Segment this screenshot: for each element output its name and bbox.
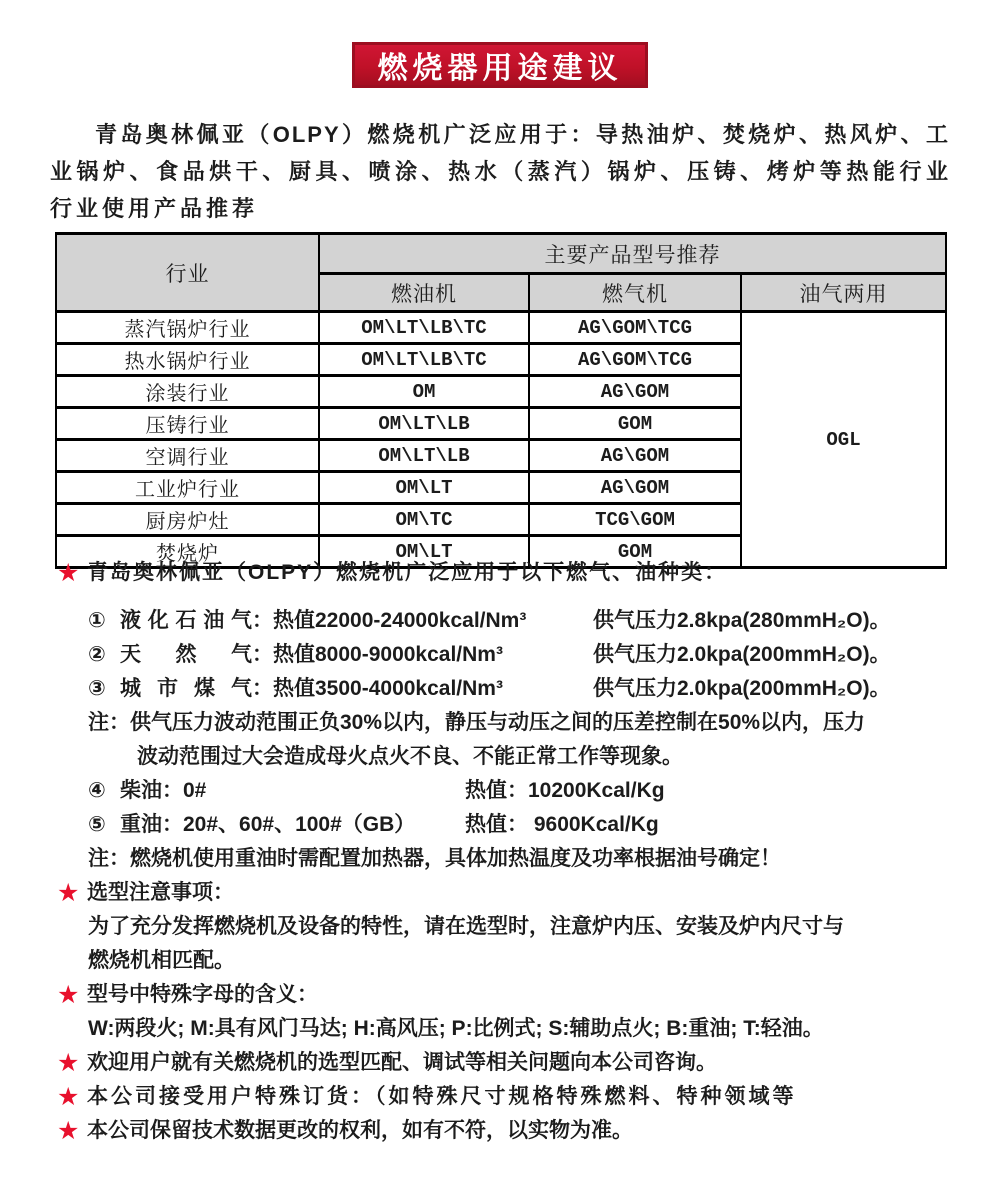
- industry-cell: 热水锅炉行业: [56, 344, 319, 376]
- oil-item-heat-label: 热值：: [465, 813, 528, 836]
- oil-item: [55, 774, 975, 808]
- fuel-item-pressure: 供气压力2.0kpa(200mmH₂O)。: [593, 643, 891, 666]
- oil-item-heat-label: 热值：: [465, 779, 528, 802]
- products-table-wrap: [55, 232, 945, 569]
- fuel-section-header-line: [55, 556, 975, 590]
- intro-line: 行业使用产品推荐: [50, 196, 259, 221]
- selection-header: 选型注意事项：: [87, 881, 234, 904]
- fuel-item-pressure: 供气压力2.0kpa(200mmH₂O)。: [593, 677, 891, 700]
- intro-paragraph: [50, 116, 950, 227]
- products-table: [55, 232, 947, 569]
- dual-models-cell: OGL: [741, 312, 946, 568]
- custom-order-text: 本公司接受用户特殊订货：（如特殊尺寸规格特殊燃料、特种领域等: [87, 1085, 797, 1108]
- oil-models-cell: OM\LT: [319, 472, 529, 504]
- star-icon: ★: [57, 981, 80, 1009]
- oil-models-cell: OM\LT\LB: [319, 408, 529, 440]
- gas-models-cell: TCG\GOM: [529, 504, 741, 536]
- star-icon: ★: [57, 1083, 80, 1111]
- col-header-dual-use: 油气两用: [741, 274, 946, 312]
- gas-models-cell: AG\GOM: [529, 440, 741, 472]
- industry-cell: 蒸汽锅炉行业: [56, 312, 319, 344]
- fuel-item-number: ③: [88, 677, 106, 700]
- intro-line: 业锅炉、食品烘干、厨具、喷涂、热水（蒸汽）锅炉、压铸、烤炉等热能行业: [50, 159, 950, 184]
- fuel-item-colon: ：: [252, 609, 273, 632]
- gas-models-cell: AG\GOM: [529, 472, 741, 504]
- fuel-item: [55, 638, 975, 672]
- gas-models-cell: AG\GOM: [529, 376, 741, 408]
- col-header-gas-burner: 燃气机: [529, 274, 741, 312]
- industry-cell: 厨房炉灶: [56, 504, 319, 536]
- star-icon: ★: [57, 1117, 80, 1145]
- col-header-industry: 行业: [56, 234, 319, 312]
- oil-models-cell: OM\LT: [319, 536, 529, 568]
- letters-header-line: [55, 978, 975, 1012]
- oil-models-cell: OM\LT\LB: [319, 440, 529, 472]
- letters-meaning-line: W:两段火; M:具有风门马达; H:高风压; P:比例式; S:辅助点火; B:重油; T:轻油。: [88, 1017, 824, 1040]
- oil-item-number: ⑤: [88, 813, 106, 836]
- oil-item-name: 柴油: [120, 779, 162, 802]
- col-header-main: 主要产品型号推荐: [319, 234, 946, 274]
- oil-item: [55, 808, 975, 842]
- fuel-item-pressure: 供气压力2.8kpa(280mmH₂O)。: [593, 609, 891, 632]
- selection-line-1: 为了充分发挥燃烧机及设备的特性，请在选型时，注意炉内压、安装及炉内尺寸与: [88, 915, 844, 938]
- fuel-section-header: 青岛奥林佩亚（OLPY）燃烧机广泛应用于以下燃气、油种类：: [87, 561, 728, 584]
- oil-models-cell: OM\TC: [319, 504, 529, 536]
- pressure-note-line-2: 波动范围过大会造成母火点火不良、不能正常工作等现象。: [137, 745, 683, 768]
- fuel-item-heat-value: 热值3500-4000kcal/Nm³: [273, 677, 503, 700]
- gas-models-cell: AG\GOM\TCG: [529, 312, 741, 344]
- fuel-item-number: ②: [88, 643, 106, 666]
- notes-list: [55, 556, 975, 1148]
- star-icon: ★: [57, 879, 80, 907]
- gas-models-cell: GOM: [529, 536, 741, 568]
- consult-text: 欢迎用户就有关燃烧机的选型匹配、调试等相关问题向本公司咨询。: [87, 1051, 717, 1074]
- oil-item-heat-value: 10200Kcal/Kg: [528, 779, 665, 802]
- fuel-item-colon: ：: [252, 677, 273, 700]
- oil-item-grades: 20#、60#、100#（GB）: [183, 813, 416, 836]
- table-header-row: [56, 234, 946, 274]
- industry-cell: 压铸行业: [56, 408, 319, 440]
- oil-item-name: 重油: [120, 813, 162, 836]
- industry-cell: 涂装行业: [56, 376, 319, 408]
- oil-item-colon: ：: [162, 813, 183, 836]
- col-header-oil-burner: 燃油机: [319, 274, 529, 312]
- oil-models-cell: OM\LT\LB\TC: [319, 344, 529, 376]
- table-row: [56, 312, 946, 344]
- fuel-item: [55, 672, 975, 706]
- oil-item-colon: ：: [162, 779, 183, 802]
- letters-header: 型号中特殊字母的含义：: [87, 983, 318, 1006]
- page-title: 燃烧器用途建议: [377, 52, 623, 85]
- selection-header-line: [55, 876, 975, 910]
- fuel-item-heat-value: 热值22000-24000kcal/Nm³: [273, 609, 527, 632]
- industry-cell: 工业炉行业: [56, 472, 319, 504]
- selection-line-2: 燃烧机相匹配。: [88, 949, 235, 972]
- rights-text: 本公司保留技术数据更改的权利，如有不符，以实物为准。: [87, 1119, 633, 1142]
- rights-line: [55, 1114, 975, 1148]
- star-icon: ★: [57, 1049, 80, 1077]
- fuel-item-number: ①: [88, 609, 106, 632]
- fuel-item-name: 液化石油气: [120, 609, 252, 632]
- oil-models-cell: OM\LT\LB\TC: [319, 312, 529, 344]
- gas-models-cell: GOM: [529, 408, 741, 440]
- gas-models-cell: AG\GOM\TCG: [529, 344, 741, 376]
- fuel-item-colon: ：: [252, 643, 273, 666]
- industry-cell: 焚烧炉: [56, 536, 319, 568]
- oil-models-cell: OM: [319, 376, 529, 408]
- consult-line: [55, 1046, 975, 1080]
- heavy-oil-note-line: 注：燃烧机使用重油时需配置加热器，具体加热温度及功率根据油号确定！: [88, 847, 781, 870]
- title-banner: [352, 42, 648, 88]
- fuel-item-name: 城市煤气: [120, 677, 252, 700]
- intro-line: 青岛奥林佩亚（OLPY）燃烧机广泛应用于：导热油炉、焚烧炉、热风炉、工: [95, 122, 950, 147]
- pressure-note-line-1: 注：供气压力波动范围正负30%以内，静压与动压之间的压差控制在50%以内，压力: [88, 711, 866, 734]
- oil-item-grades: 0#: [183, 779, 207, 802]
- star-icon: ★: [57, 559, 80, 587]
- fuel-item: [55, 604, 975, 638]
- fuel-item-heat-value: 热值8000-9000kcal/Nm³: [273, 643, 503, 666]
- oil-item-heat-value: 9600Kcal/Kg: [528, 813, 659, 836]
- fuel-item-name: 天然气: [120, 643, 252, 666]
- custom-order-line: [55, 1080, 975, 1114]
- industry-cell: 空调行业: [56, 440, 319, 472]
- oil-item-number: ④: [88, 779, 106, 802]
